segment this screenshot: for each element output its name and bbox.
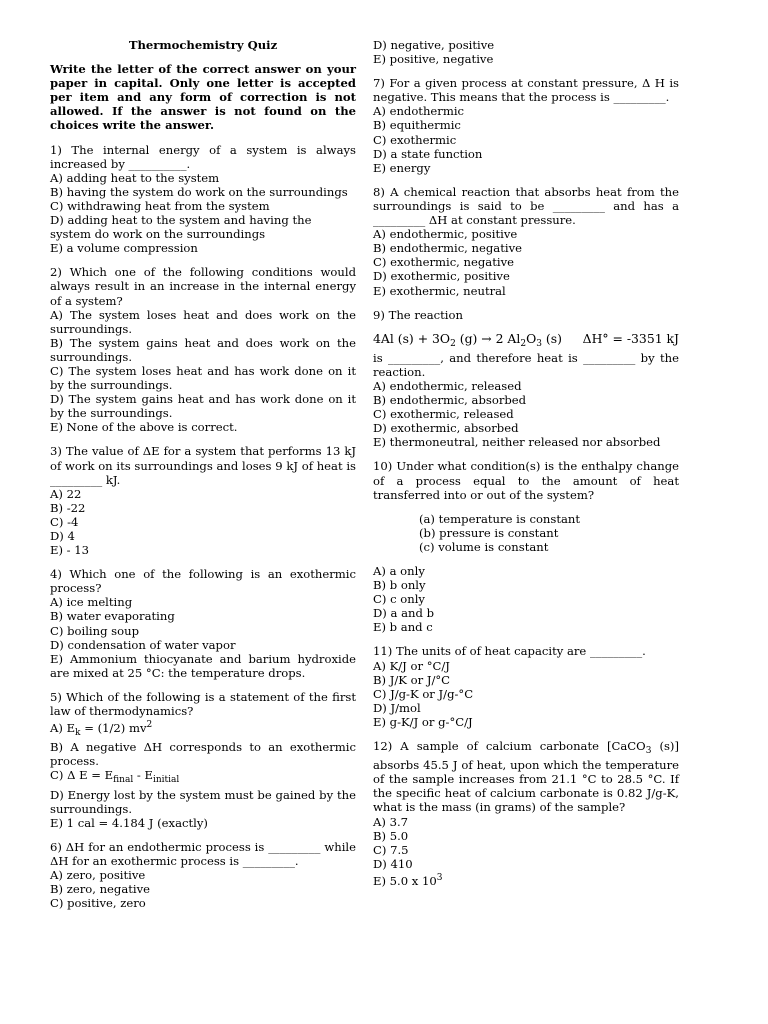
option-b: B) A negative ΔH corresponds to an exothermic process. bbox=[50, 740, 356, 769]
question-stem: 5) Which of the following is a statement of the first law of thermodynamics? bbox=[50, 689, 356, 719]
right-column bbox=[373, 38, 679, 898]
left-column bbox=[50, 38, 356, 920]
question-6 bbox=[50, 840, 356, 910]
question-5 bbox=[50, 690, 356, 830]
question-4 bbox=[50, 567, 356, 680]
option-b: B) 5.0 bbox=[373, 828, 409, 843]
option-d: D) condensation of water vapor bbox=[50, 637, 236, 652]
question-8 bbox=[373, 185, 679, 298]
option-d: D) 4 bbox=[50, 529, 75, 543]
reaction-equation bbox=[373, 332, 679, 351]
option-e: E) energy bbox=[373, 160, 431, 175]
option-b: B) endothermic, absorbed bbox=[373, 393, 527, 408]
option-e: E) thermoneutral, neither released nor absorbed bbox=[373, 435, 661, 450]
condition-a: (a) temperature is constant bbox=[419, 511, 581, 526]
condition-c: (c) volume is constant bbox=[419, 539, 549, 554]
option-e: E) Ammonium thiocyanate and barium hydroxide are mixed at 25 °C: the temperature drops. bbox=[50, 651, 356, 680]
option-b: B) equithermic bbox=[373, 118, 461, 133]
option-e: E) positive, negative bbox=[373, 52, 494, 67]
question-10 bbox=[373, 459, 679, 634]
option-b: B) water evaporating bbox=[50, 609, 175, 624]
question-stem: 8) A chemical reaction that absorbs heat from the surroundings is said to be _________ and has a _________ ΔH at constant pressure. bbox=[373, 184, 679, 228]
option-c: C) Δ $E = E_{final} - E_{initial}$ bbox=[50, 768, 180, 786]
option-d: D) exothermic, absorbed bbox=[373, 421, 519, 436]
question-6-continued bbox=[373, 38, 679, 66]
condition-b: (b) pressure is constant bbox=[419, 525, 559, 540]
question-stem: 7) For a given process at constant pressure, Δ H is negative. This means that the process is _________. bbox=[373, 76, 679, 105]
option-d: D) a state function bbox=[373, 146, 483, 161]
option-d: D) negative, positive bbox=[373, 38, 495, 52]
option-c: C) exothermic, negative bbox=[373, 255, 514, 270]
conditions-list bbox=[373, 512, 679, 554]
reaction-formula: 4Al $(s) + 3O_2$ (g) → 2 $Al_2O_3$ (s) bbox=[373, 330, 562, 349]
question-stem: 11) The units of of heat capacity are _________. bbox=[373, 644, 646, 659]
option-e: E) exothermic, neutral bbox=[373, 283, 506, 298]
option-b: B) J/K or J/°C bbox=[373, 672, 451, 687]
option-b: B) having the system do work on the surroundings bbox=[50, 184, 348, 199]
option-b: B) zero, negative bbox=[50, 882, 151, 897]
option-a: A) adding heat to the system bbox=[50, 170, 220, 185]
enthalpy-value: ΔH° = -3351 kJ bbox=[582, 330, 679, 346]
question-stem: 1) The internal energy of a system is always increased by __________. bbox=[50, 142, 356, 171]
option-e: E) a volume compression bbox=[50, 241, 198, 256]
option-e: E) 5.0 x $10^3$ bbox=[373, 872, 443, 888]
question-11 bbox=[373, 644, 679, 729]
option-d: D) a and b bbox=[373, 606, 435, 621]
option-c: C) -4 bbox=[50, 514, 79, 529]
option-e: E) 1 cal = 4.184 J (exactly) bbox=[50, 815, 208, 830]
question-stem: 10) Under what condition(s) is the enthalpy change of a process equal to the amount of heat transferred into or out of the system? bbox=[373, 459, 679, 502]
question-12 bbox=[373, 739, 679, 888]
question-1 bbox=[50, 143, 356, 256]
option-c: C) exothermic, released bbox=[373, 407, 514, 422]
option-c: C) exothermic bbox=[373, 132, 457, 147]
option-b: B) -22 bbox=[50, 500, 86, 515]
option-e: E) b and c bbox=[373, 620, 433, 635]
option-d: D) Energy lost by the system must be gained by the surroundings. bbox=[50, 787, 356, 816]
option-a: A) $E_k = (1/2)$ $mv^2$ bbox=[50, 720, 153, 739]
option-c: C) 7.5 bbox=[373, 842, 409, 857]
option-a: A) endothermic, positive bbox=[373, 227, 518, 242]
question-9 bbox=[373, 308, 679, 450]
option-d: D) The system gains heat and has work done on it by the surroundings. bbox=[50, 392, 356, 421]
option-a: A) a only bbox=[373, 564, 425, 578]
question-7 bbox=[373, 76, 679, 175]
option-a: A) endothermic, released bbox=[373, 378, 522, 393]
option-b: B) b only bbox=[373, 578, 426, 593]
option-e: E) - 13 bbox=[50, 543, 90, 558]
option-d: D) adding heat to the system and having the system do work on the surroundings bbox=[50, 213, 312, 242]
option-a: A) endothermic bbox=[373, 104, 465, 119]
question-stem: 9) The reaction bbox=[373, 307, 463, 322]
option-a: A) The system loses heat and does work on the surroundings. bbox=[50, 307, 356, 336]
option-c: C) J/g-K or J/g-°C bbox=[373, 686, 474, 701]
option-a: A) zero, positive bbox=[50, 867, 146, 882]
question-3 bbox=[50, 444, 356, 557]
option-a: A) ice melting bbox=[50, 595, 133, 610]
option-d: D) exothermic, positive bbox=[373, 269, 510, 284]
question-stem: 3) The value of ΔE for a system that performs 13 kJ of work on its surroundings and loses 9 kJ of heat is _________ kJ. bbox=[50, 444, 356, 487]
question-stem: 4) Which one of the following is an exothermic process? bbox=[50, 567, 356, 596]
option-b: B) The system gains heat and does work on the surroundings. bbox=[50, 335, 356, 364]
option-c: C) The system loses heat and has work done on it by the surroundings. bbox=[50, 363, 356, 393]
question-stem: 2) Which one of the following conditions would always result in an increase in the internal energy of a system? bbox=[50, 265, 356, 308]
option-a: A) 22 bbox=[50, 486, 82, 501]
option-a: A) K/J or °C/J bbox=[373, 658, 450, 673]
question-2 bbox=[50, 265, 356, 434]
option-c: C) positive, zero bbox=[50, 896, 146, 911]
option-c: C) c only bbox=[373, 592, 425, 607]
question-stem: 12) A sample of calcium carbonate [CaCO$_3$ (s)] absorbs 45.5 J of heat, upon which the temperature of the sample increases from 21.1 °C to 28.5 °C. If the specific heat of calcium carbonate is 0.82 J/g-K, what is the mass (in grams) of the sample? bbox=[373, 739, 679, 815]
question-stem: 6) ΔH for an endothermic process is _________ while ΔH for an exothermic process is _________. bbox=[50, 839, 356, 868]
option-d: D) 410 bbox=[373, 856, 413, 871]
option-b: B) endothermic, negative bbox=[373, 241, 522, 256]
option-d: D) J/mol bbox=[373, 700, 421, 715]
option-e: E) g-K/J or g-°C/J bbox=[373, 714, 473, 729]
quiz-title: Thermochemistry Quiz bbox=[128, 38, 278, 52]
option-c: C) withdrawing heat from the system bbox=[50, 198, 270, 213]
option-a: A) 3.7 bbox=[373, 814, 409, 829]
option-c: C) boiling soup bbox=[50, 623, 139, 638]
instructions: Write the letter of the correct answer on your paper in capital. Only one letter is accepted per item and any form of correction is not allowed. If the answer is not found on the choices write the answer. bbox=[50, 62, 356, 133]
option-e: E) None of the above is correct. bbox=[50, 420, 238, 435]
question-tail: is _________, and therefore heat is _________ by the reaction. bbox=[373, 350, 679, 379]
